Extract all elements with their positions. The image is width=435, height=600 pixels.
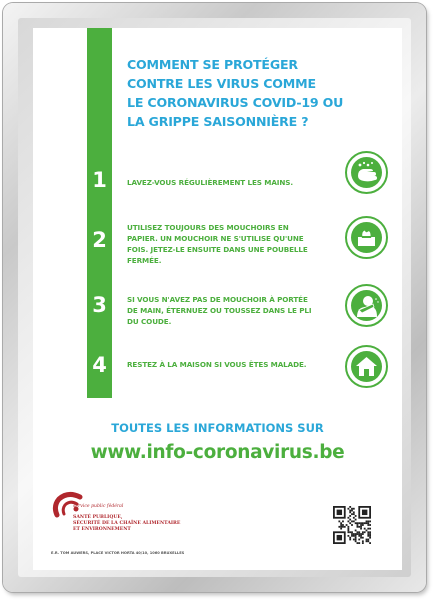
info-label: TOUTES LES INFORMATIONS SUR <box>111 421 324 435</box>
step-line: FOIS. JETEZ-LE ENSUITE DANS UNE POUBELLE <box>127 245 308 254</box>
title-line: LA GRIPPE SAISONNIÈRE ? <box>127 114 309 129</box>
step-line: UTILISEZ TOUJOURS DES MOUCHOIRS EN <box>127 223 289 232</box>
house-icon <box>345 345 388 388</box>
step-line: DE MAIN, ÉTERNUEZ OU TOUSSEZ DANS LE PLI <box>127 306 312 315</box>
org-line: SÉCURITÉ DE LA CHAÎNE ALIMENTAIRE <box>73 521 181 526</box>
step-text-2 <box>127 222 337 266</box>
tissue-box-icon <box>345 216 388 259</box>
handwashing-icon <box>345 151 388 194</box>
organization-block <box>73 504 233 533</box>
step-number-3: 3 <box>92 293 107 317</box>
step-number-4: 4 <box>92 353 107 377</box>
step-text-3 <box>127 294 337 327</box>
org-name: service public fédéral <box>73 504 124 509</box>
sneeze-elbow-icon <box>345 284 388 327</box>
title-line: COMMENT SE PROTÉGER <box>127 57 298 72</box>
step-line: RESTEZ À LA MAISON SI VOUS ÊTES MALADE. <box>127 360 307 369</box>
step-line: LAVEZ-VOUS RÉGULIÈREMENT LES MAINS. <box>127 178 293 187</box>
org-line: SANTÉ PUBLIQUE, <box>73 515 123 520</box>
step-number-1: 1 <box>92 168 107 192</box>
footer-address: E.R. TOM AUWERS, PLACE VICTOR HORTA 40/10, 1060 BRUXELLES <box>51 551 185 555</box>
poster-title <box>127 55 397 131</box>
title-line: CONTRE LES VIRUS COMME <box>127 76 316 91</box>
poster <box>33 28 402 570</box>
website-url[interactable]: www.info-coronavirus.be <box>90 442 345 463</box>
step-line: PAPIER. UN MOUCHOIR NE S'UTILISE QU'UNE <box>127 234 304 243</box>
step-line: SI VOUS N'AVEZ PAS DE MOUCHOIR À PORTÉE <box>127 295 308 304</box>
green-side-bar <box>87 28 112 398</box>
step-number-2: 2 <box>92 228 107 252</box>
step-text-1 <box>127 177 337 188</box>
step-text-4 <box>127 359 337 370</box>
title-line: LE CORONAVIRUS COVID-19 OU <box>127 95 344 110</box>
step-line: FERMÉE. <box>127 256 162 265</box>
org-line: ET ENVIRONNEMENT <box>73 527 131 532</box>
qr-code-icon[interactable] <box>333 506 371 544</box>
step-line: DU COUDE. <box>127 317 172 326</box>
